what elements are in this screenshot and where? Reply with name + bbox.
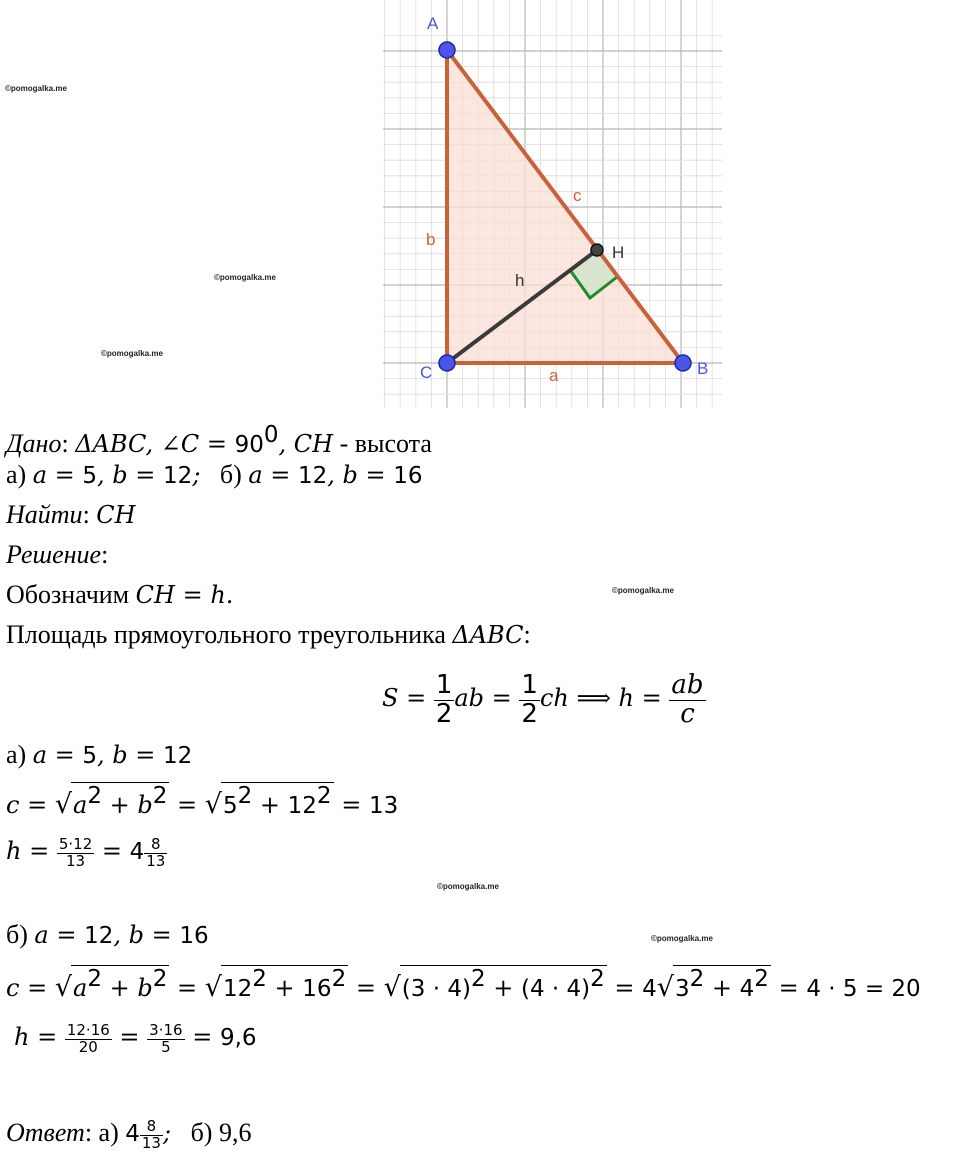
- case-b-line: б) a = 12, b = 16: [6, 920, 209, 949]
- answer-b: б) 9,6: [190, 1118, 252, 1147]
- denote-line: Обозначим CH = h.: [6, 580, 234, 609]
- case-a-hypotenuse: $c = √a^2 + b^2 = √5^2 + 12^2 = 13$: [6, 783, 399, 820]
- solution-line: Решение:: [6, 540, 109, 569]
- case-b-label: б): [6, 920, 28, 949]
- case-a-label: а): [6, 740, 27, 769]
- watermark: ©pomogalka.me: [214, 273, 276, 282]
- watermark: ©pomogalka.me: [612, 586, 674, 595]
- area-intro-line: Площадь прямоугольного треугольника ΔABC:: [6, 620, 531, 649]
- point-a: [439, 42, 455, 58]
- given-rest: - высота: [339, 429, 432, 458]
- given-label: Дано: [6, 429, 62, 458]
- case-b-hypotenuse: $c = √a^2 + b^2 = √12^2 + 16^2 = √(3 \cdot 4)^2 + (4 \cdot 4)^2 = 4√3^2 + 4^2 = 4 \cdot 5 = 20$: [6, 966, 921, 1003]
- given-line: Дано: ΔABC, ∠C = $90^0$, CH - высота: [6, 422, 432, 458]
- label-a: a: [549, 366, 559, 385]
- case-a-height: h = $\frac{5\cdot 12}{13}$ = 4 $\frac{8}{13}$: [6, 834, 166, 870]
- triangle-figure: [0, 0, 960, 412]
- answer-a-prefix: а): [98, 1118, 119, 1147]
- area-formula: S = $\frac{1}{2}$ ab = $\frac{1}{2}$ ch ⟹ h = $\frac{ab}{c}$: [382, 670, 704, 729]
- watermark: ©pomogalka.me: [651, 934, 713, 943]
- label-B: B: [697, 359, 709, 378]
- label-H: H: [612, 243, 625, 262]
- watermark: ©pomogalka.me: [101, 349, 163, 358]
- case-a-line: а) a = 5, b = 12: [6, 740, 193, 769]
- point-c: [439, 355, 455, 371]
- part-b-label: б): [219, 460, 242, 489]
- solution-label: Решение: [6, 540, 102, 569]
- watermark: ©pomogalka.me: [5, 84, 67, 93]
- find-line: Найти: CH: [6, 500, 136, 529]
- find-label: Найти: [6, 500, 83, 529]
- label-c: c: [573, 186, 582, 205]
- label-h: h: [515, 271, 525, 290]
- answer-line: Ответ: а) 4 $\frac{8}{13}$ ; б) 9,6: [6, 1116, 252, 1152]
- part-a-label: а): [6, 460, 27, 489]
- label-b: b: [426, 230, 436, 249]
- answer-label: Ответ: [6, 1118, 85, 1147]
- case-b-height: h = $\frac{12\cdot 16}{20}$ = $\frac{3\cdot 16}{5}$ = 9,6: [14, 1020, 257, 1056]
- conditions-line: а) a = 5, b = 12; б) a = 12, b = 16: [6, 460, 423, 489]
- area-intro-text: Площадь прямоугольного треугольника: [6, 620, 446, 649]
- point-h: [591, 244, 603, 256]
- label-A: A: [427, 14, 439, 33]
- denote-text: Обозначим: [6, 580, 130, 609]
- watermark: ©pomogalka.me: [437, 882, 499, 891]
- point-b: [675, 355, 691, 371]
- label-C: C: [420, 363, 433, 382]
